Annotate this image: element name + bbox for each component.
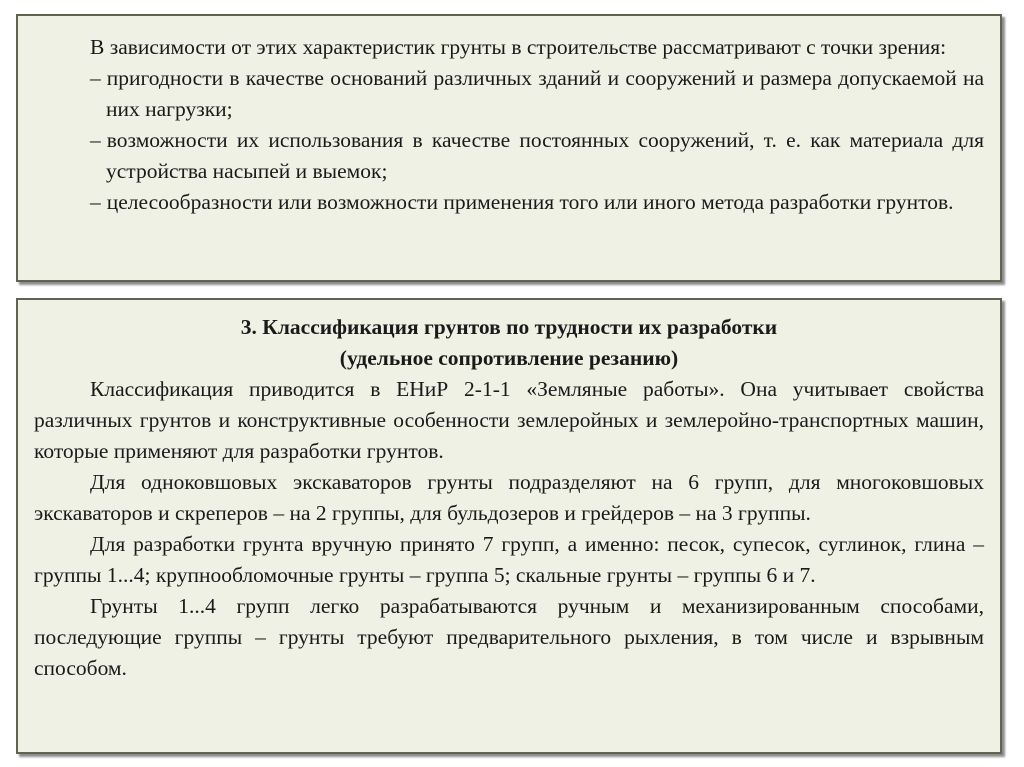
body-paragraph: Классификация приводится в ЕНиР 2-1-1 «Земляные работы». Она учитывает свойства различных грунтов и конструктивные особенности землеройных и землеройно-транспортных машин, которые применяют для разработки грунтов. (34, 377, 984, 463)
section-title: 3. Классификация грунтов по трудности их разработки (240, 315, 778, 339)
body-paragraph: Для одноковшовых экскаваторов грунты подразделяют на 6 групп, для многоковшовых экскаваторов и скреперов – на 2 группы, для бульдозеров и грейдеров – на 3 группы. (34, 470, 984, 525)
body-paragraph: Для разработки грунта вручную принято 7 групп, а именно: песок, супесок, суглинок, глина – группы 1...4; крупнообломочные грунты – группа 5; скальные грунты – группы 6 и 7. (34, 532, 984, 587)
list-item (34, 187, 984, 218)
intro-paragraph: В зависимости от этих характеристик грунты в строительстве рассматривают с точки зрения: (90, 35, 947, 59)
dash-marker: – (90, 66, 101, 90)
top-text-panel (16, 14, 1002, 282)
list-item (34, 125, 984, 187)
body-paragraph: Грунты 1...4 групп легко разрабатываются ручным и механизированным способами, последующие группы – грунты требуют предварительного рыхления, в том числе и взрывным способом. (34, 594, 984, 680)
list-item-text: возможности их использования в качестве постоянных сооружений, т. е. как материала для устройства насыпей и выемок; (106, 128, 984, 183)
list-item-text: пригодности в качестве оснований различных зданий и сооружений и размера допускаемой на них нагрузки; (106, 66, 984, 121)
classification-panel (16, 298, 1002, 754)
list-item (34, 63, 984, 125)
section-subtitle: (удельное сопротивление резанию) (339, 346, 679, 370)
dash-marker: – (90, 190, 101, 214)
list-item-text: целесообразности или возможности применения того или иного метода разработки грунтов. (106, 190, 954, 214)
dash-marker: – (90, 128, 101, 152)
